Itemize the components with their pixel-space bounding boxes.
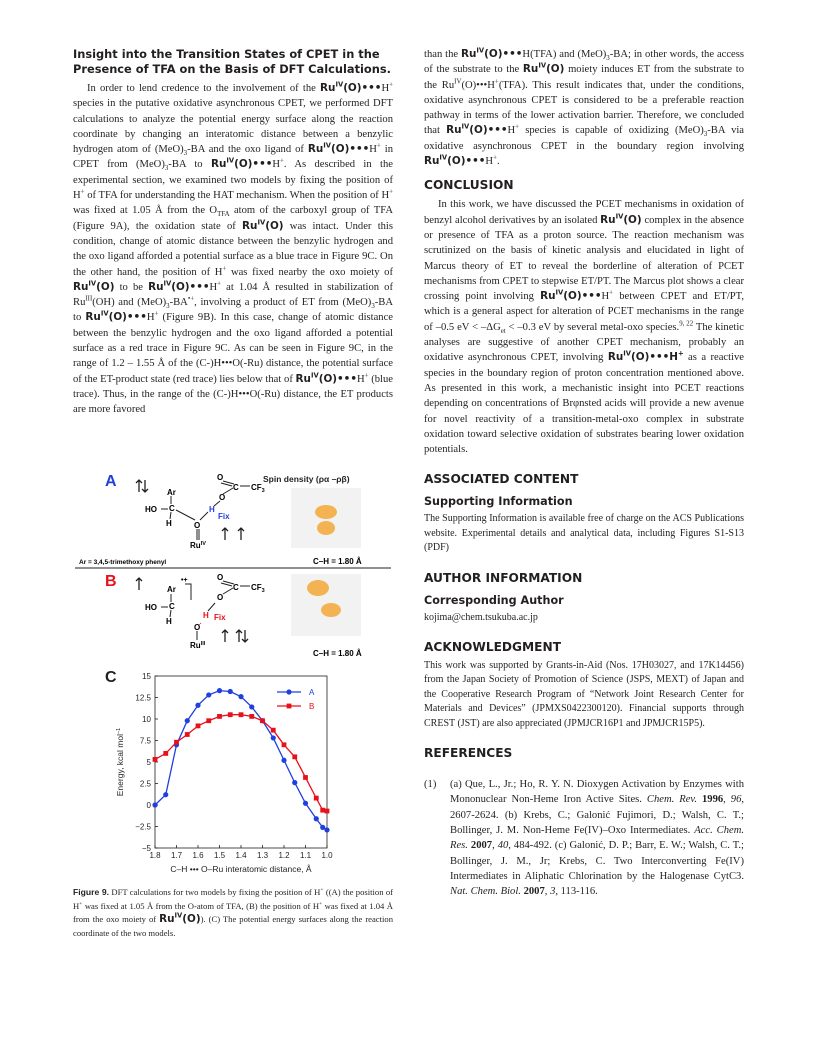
h-fix-label-b: H bbox=[203, 611, 209, 620]
data-point-b bbox=[260, 718, 265, 723]
figure-9 bbox=[73, 470, 393, 880]
series-line-b bbox=[155, 715, 327, 811]
y-axis-label: Energy, kcal mol$^{-1}$ bbox=[115, 727, 125, 797]
ar-note: Ar = 3,4,5-trimethoxy phenyl bbox=[79, 559, 167, 566]
y-tick-label: 10 bbox=[142, 715, 151, 724]
fix-label-a: Fix bbox=[218, 512, 230, 521]
figure-caption: Figure 9. DFT calculations for two models by fixing the position of H+ ((A) the position of H+ was fixed at 1.05 Å from the O-atom of TFA, (B) the position of H+ was fixed at 1.04 Å from the oxo moiety of $Ru^{IV}(O)$). (C) The potential energy surfaces along the reaction coordinate of the two models. bbox=[73, 887, 393, 938]
supporting-info-text: The Supporting Information is available free of charge on the ACS Publications website. Experimental details and analytical data, including Figures S1-S13 (PDF) bbox=[424, 513, 744, 554]
acknowledgment-text: This work was supported by Grants-in-Aid (Nos. 17H03027, and 17K14456) from the Japan Society of Promotion of Science (JSPS, MEXT) of Japan and the Cooperative Research Program of “Network Joint Research Center for Materials and Devices” (JPMXS0422300120). Financial supports through CREST (JST) are also appreciated (JPMJCR16P1 and JPMJCR15P5). bbox=[424, 660, 744, 729]
data-point-a bbox=[324, 827, 329, 832]
data-point-a bbox=[303, 801, 308, 806]
x-tick-label: 1.8 bbox=[149, 851, 161, 860]
o-mid-a: O bbox=[219, 493, 226, 502]
panel-label-a: A bbox=[105, 473, 117, 490]
spin-density-title: Spin density (ρα –ρβ) bbox=[263, 474, 350, 484]
ho-label-a: HO bbox=[145, 505, 157, 514]
heading-acknowledgment: ACKNOWLEDGMENT bbox=[424, 640, 562, 655]
heading-supporting-info: Supporting Information bbox=[424, 495, 573, 509]
heading-corresponding-author: Corresponding Author bbox=[424, 593, 564, 607]
data-point-a bbox=[249, 704, 254, 709]
ru-label-a: $Ru^{IV}$ bbox=[190, 541, 206, 550]
y-tick-label: 15 bbox=[142, 672, 151, 681]
data-point-b bbox=[217, 714, 222, 719]
o-mid-b: O bbox=[217, 593, 224, 602]
y-tick-label: 7.5 bbox=[139, 736, 151, 746]
legend-label-a: A bbox=[309, 688, 315, 697]
c-label-a: C bbox=[169, 504, 175, 513]
radical-cation-b: •+ bbox=[181, 577, 188, 584]
heading-author-information: AUTHOR INFORMATION bbox=[424, 570, 583, 585]
data-point-a bbox=[195, 703, 200, 708]
ar-label-b: Ar bbox=[167, 585, 176, 594]
section-title: Insight into the Transition States of CPET in the Presence of TFA on the Basis of DFT Calculations. bbox=[73, 47, 391, 76]
data-point-b bbox=[163, 751, 168, 756]
o-top-a: O bbox=[217, 473, 224, 482]
x-tick-label: 1.6 bbox=[192, 851, 204, 860]
ar-label-a: Ar bbox=[167, 488, 176, 497]
h-label-a: H bbox=[166, 519, 172, 528]
spin-lobe-a2 bbox=[317, 521, 335, 535]
body-paragraph-cont: than the $Ru^{IV}(O)•••H(TFA)$ and $(MeO)_3-BA$; in other words, the access of the substrate to the $Ru^{IV}(O)$ moiety induces ET from the substrate to the $Ru^{IV}(O)•••H^+(TFA)$. This result indicates that, under the conditions, oxidative asynchronous CPET is considered to be a preferable reaction pathway in terms of the lower activation barrier. Therefore, we concluded that $Ru^{IV}(O)•••H^+$ species is capable of oxidizing $(MeO)_3-BA$ via oxidative asynchronous CPET in the boundary region involving $Ru^{IV}(O)•••H^+$. bbox=[424, 46, 745, 168]
energy-chart bbox=[115, 672, 333, 874]
data-point-b bbox=[228, 712, 233, 717]
y-tick-label: 2.5 bbox=[139, 779, 151, 789]
data-point-b bbox=[185, 732, 190, 737]
fix-label-b: Fix bbox=[214, 613, 226, 622]
data-point-b bbox=[249, 714, 254, 719]
spin-lobe-b1 bbox=[307, 580, 329, 596]
data-point-a bbox=[228, 689, 233, 694]
author-email[interactable]: kojima@chem.tsukuba.ac.jp bbox=[424, 611, 538, 623]
x-tick-label: 1.3 bbox=[256, 851, 269, 860]
data-point-b bbox=[292, 754, 297, 759]
spin-lobe-b2 bbox=[321, 603, 341, 617]
data-point-a bbox=[152, 802, 157, 807]
cf3-a: $CF_3$ bbox=[251, 483, 265, 494]
y-tick-label: −5 bbox=[141, 844, 151, 853]
data-point-b bbox=[282, 742, 287, 747]
x-tick-label: 1.0 bbox=[321, 851, 333, 860]
data-point-a bbox=[292, 780, 297, 785]
y-tick-label: 12.5 bbox=[135, 693, 151, 703]
y-tick-label: −2.5 bbox=[135, 822, 151, 832]
data-point-b bbox=[174, 740, 179, 745]
data-point-b bbox=[303, 775, 308, 780]
o-top-b: O bbox=[217, 573, 224, 582]
ho-label-b: HO bbox=[145, 603, 157, 612]
data-point-a bbox=[217, 688, 222, 693]
heading-references: REFERENCES bbox=[424, 746, 513, 761]
data-point-a bbox=[314, 816, 319, 821]
data-point-b bbox=[271, 728, 276, 733]
data-point-b bbox=[325, 809, 330, 814]
ch-distance-b: C–H = 1.80 Å bbox=[313, 649, 362, 658]
plot-frame bbox=[155, 676, 327, 848]
legend-marker-b bbox=[287, 704, 292, 709]
legend-marker-a bbox=[286, 689, 291, 694]
legend-label-b: B bbox=[309, 702, 315, 711]
x-tick-label: 1.5 bbox=[213, 851, 226, 860]
data-point-b bbox=[196, 723, 201, 728]
data-point-a bbox=[206, 692, 211, 697]
ch-distance-a: C–H = 1.80 Å bbox=[313, 557, 362, 566]
data-point-b bbox=[206, 718, 211, 723]
conclusion-paragraph: In this work, we have discussed the PCET mechanisms in oxidation of benzyl alcohol derivatives by an isolated $Ru^{IV}(O)$ complex in the absence or presence of TFA as a proton source. The reaction mechanism was scrutinized on the basis of kinetic analysis and elucidated in light of Marcus theory of ET to reveal the borderline of alteration of PCET mechanisms from CPET to stepwise ET/PT. The Marcus plot shows a clear crossing point involving $Ru^{IV}(O)•••H^+$ between CPET and ET/PT, which is a general aspect for alteration of PCET mechanisms in the range of –0.5 eV < $-\Delta G_{et} < -0.3$ eV by several metal-oxo species.$^{9, 22}$ The kinetic analyses are suggestive of another CPET mechanism, probably an oxidative asynchronous CPET, involving $Ru^{IV}(O)•••H^+$ as a reactive species in the boundary region of proton concentration mentioned above. As presented in this work, a mechanistic insight into PCET reactions depending on concentrations of Brφnsted acids will provide a new avenue for novel reactivity of a transition-metal-oxo complex in substrate oxidation toward selective oxidation of substrates bearing lower oxidation potentials. bbox=[424, 199, 745, 456]
data-point-a bbox=[163, 792, 168, 797]
h-label-b: H bbox=[166, 617, 172, 626]
h-fix-label-a: H bbox=[209, 505, 215, 514]
reference-item: (1) (a) Que, L., Jr.; Ho, R. Y. N. Dioxygen Activation by Enzymes with Mononuclear Non-Heme Iron Active Sites. Chem. Rev. 1996, 96, 2607-2624. (b) Krebs, C.; Galonić Fujimori, D.; Walsh, C. T.; Bollinger, J. M. Non-Heme Fe(IV)–Oxo Intermediates. Acc. Chem. Res. 2007, 40, 484-492. (c) Galonić, D. P.; Barr, E. W.; Walsh, C. T.; Bollinger, J. M., Jr; Krebs, C. Two Interconverting Fe(IV) Intermediates in Aliphatic Chlorination by the Halogenase CytC3. Nat. Chem. Biol. 2007, 3, 113-116. bbox=[424, 779, 745, 898]
data-point-a bbox=[281, 758, 286, 763]
figure-svg bbox=[73, 470, 393, 880]
spin-lobe-a1 bbox=[315, 505, 337, 519]
data-point-b bbox=[320, 808, 325, 813]
panel-label-b: B bbox=[105, 573, 117, 590]
data-point-a bbox=[185, 718, 190, 723]
o-label-a: O bbox=[194, 521, 201, 530]
c-label-b: C bbox=[169, 602, 175, 611]
ru-label-b: $Ru^{III}$ bbox=[190, 641, 206, 650]
panel-label-c: C bbox=[105, 669, 117, 686]
y-tick-label: 5 bbox=[146, 758, 151, 767]
data-point-b bbox=[153, 757, 158, 762]
x-tick-label: 1.1 bbox=[299, 851, 312, 860]
left-column bbox=[73, 47, 393, 418]
o-label-b: O bbox=[194, 623, 201, 632]
x-tick-label: 1.7 bbox=[170, 851, 183, 860]
cf3-b: $CF_3$ bbox=[251, 583, 265, 594]
data-point-a bbox=[238, 694, 243, 699]
body-paragraph: In order to lend credence to the involvement of the $Ru^{IV}(O)•••H^+$ species in the putative oxidative asynchronous CPET, we performed DFT calculations to analyze the potential energy surface along the reaction coordinate by changing an interatomic distance between a benzylic hydrogen atom of $(MeO)_3-BA$ and the oxo ligand of $Ru^{IV}(O)•••H^+$ in CPET from $(MeO)_3-BA$ to $Ru^{IV}(O)•••H^+$. As described in the experimental section, we examined two models by fixing the position of H+ of TFA for understanding the HAT mechanism. When the position of H+ was fixed at 1.05 Å from the $O_{TFA}$ atom of the carboxyl group of TFA (Figure 9A), the oxidation state of $Ru^{IV}(O)$ was intact. Under this condition, change of atomic distance between the benzylic hydrogen and the oxo ligand afforded a potential surface as a blue trace in Figure 9C. On the other hand, the position of H+ was fixed nearby the oxo moiety of $Ru^{IV}(O)$ to be $Ru^{IV}(O)•••H^+$ at 1.04 Å resulted in stabilization of $Ru^{III}(OH)$ and $(MeO)_3-BA^{•+}$, involving a product of ET from $(MeO)_3-BA$ to $Ru^{IV}(O)•••H^+$ (Figure 9B). In this case, change of atomic distance between the benzylic hydrogen and the oxo ligand afforded a potential surface as a red trace in Figure 9C. As can be seen in Figure 9C, in the range of 1.2 – 1.55 Å of the (C-)H•••O(-Ru) distance, the potential surface of the ET-product state (red trace) lies below that of $Ru^{IV}(O)•••H^+$ (blue trace). Thus, in the range of the (C-)H•••O(-Ru) distance, the ET products are more favored bbox=[73, 80, 394, 416]
c-acid-a: C bbox=[233, 483, 239, 492]
heading-associated-content: ASSOCIATED CONTENT bbox=[424, 472, 579, 487]
series-line-a bbox=[155, 691, 327, 830]
x-tick-label: 1.2 bbox=[278, 851, 290, 860]
data-point-a bbox=[271, 735, 276, 740]
reference-number: (1) bbox=[424, 779, 437, 791]
data-point-b bbox=[239, 712, 244, 717]
data-point-b bbox=[314, 796, 319, 801]
y-tick-label: 0 bbox=[146, 801, 151, 810]
x-tick-label: 1.4 bbox=[235, 851, 247, 860]
c-acid-b: C bbox=[233, 583, 239, 592]
right-column bbox=[424, 47, 744, 899]
heading-conclusion: CONCLUSION bbox=[424, 178, 514, 193]
x-axis-label: C–H ••• O–Ru interatomic distance, Å bbox=[170, 864, 312, 874]
